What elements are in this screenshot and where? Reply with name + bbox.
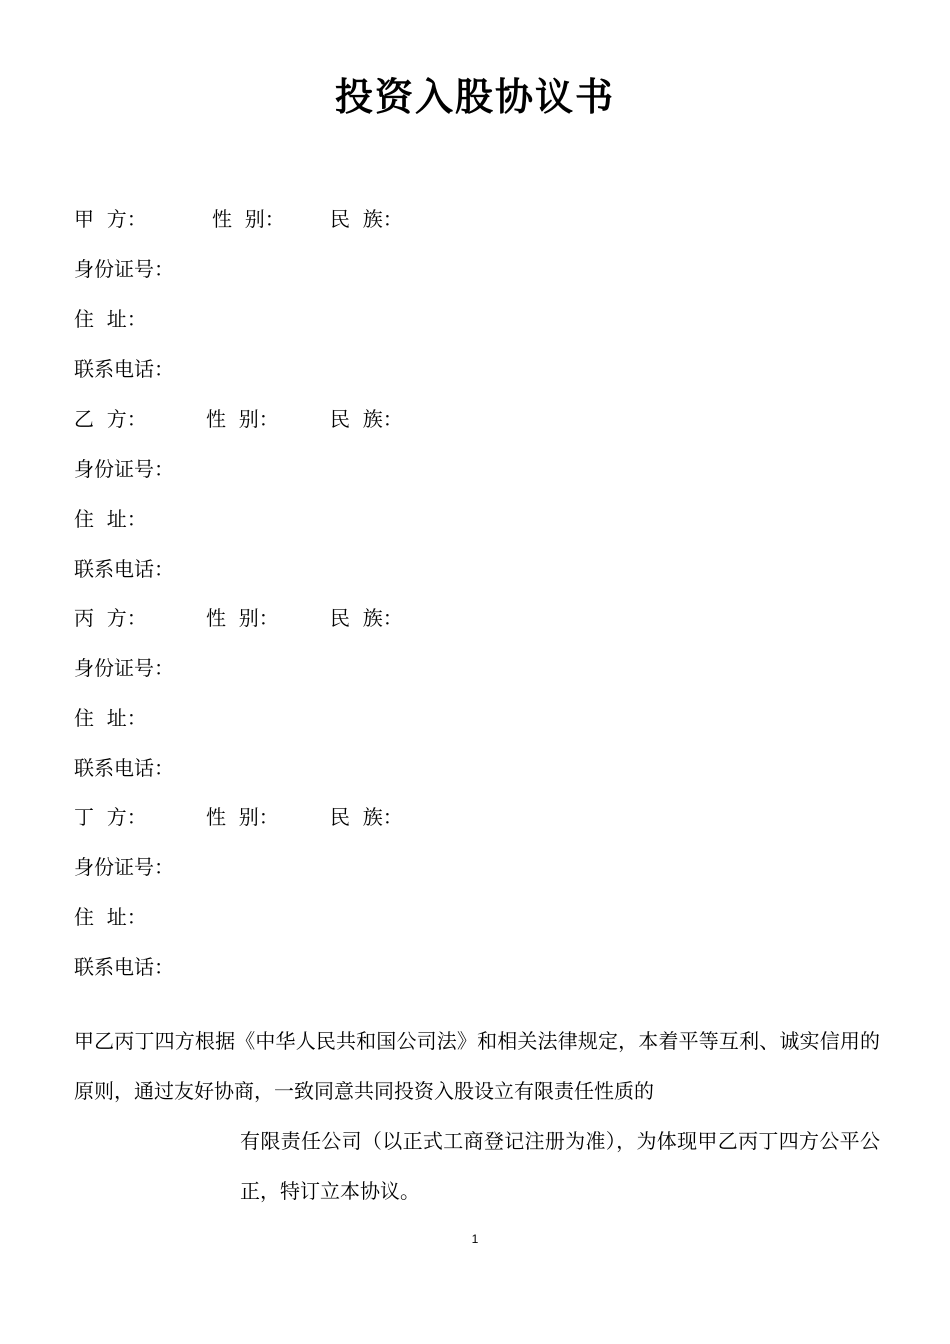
preamble-paragraph-1: 甲乙丙丁四方根据《中华人民共和国公司法》和相关法律规定，本着平等互利、诚实信用的原则，通过友好协商，一致同意共同投资入股设立有限责任性质的 [74,1029,880,1103]
ethnicity-label: 民 族： [330,606,403,630]
gender-label: 性 别： [212,207,285,231]
party-block-d [74,804,894,1004]
gender-label: 性 别： [206,805,279,829]
address-label: 住 址： [74,507,147,531]
address-label: 住 址： [74,307,147,331]
phone-label: 联系电话： [74,357,174,381]
phone-label: 联系电话： [74,756,174,780]
document-title: 投资入股协议书 [334,74,615,119]
party-block-b [74,406,894,606]
party-basic-info-row [74,605,894,655]
party-name-label: 乙 方： [74,407,147,431]
preamble-paragraph-2: 有限责任公司（以正式工商登记注册为准），为体现甲乙丙丁四方公平公正，特订立本协议。 [240,1129,880,1203]
ethnicity-label: 民 族： [330,207,403,231]
party-name-label: 甲 方： [74,207,147,231]
agreement-preamble [74,1016,880,1216]
ethnicity-label: 民 族： [330,805,403,829]
party-basic-info-row [74,804,894,854]
phone-label: 联系电话： [74,955,174,979]
address-label: 住 址： [74,905,147,929]
party-block-a [74,206,894,406]
ethnicity-label: 民 族： [330,407,403,431]
party-basic-info-row [74,206,894,256]
party-block-c [74,605,894,805]
id-number-label: 身份证号： [74,656,174,680]
phone-label: 联系电话： [74,557,174,581]
address-label: 住 址： [74,706,147,730]
gender-label: 性 别： [206,606,279,630]
id-number-label: 身份证号： [74,257,174,281]
party-basic-info-row [74,406,894,456]
page-number: 1 [471,1232,479,1246]
party-name-label: 丙 方： [74,606,147,630]
id-number-label: 身份证号： [74,855,174,879]
gender-label: 性 别： [206,407,279,431]
party-name-label: 丁 方： [74,805,147,829]
id-number-label: 身份证号： [74,457,174,481]
